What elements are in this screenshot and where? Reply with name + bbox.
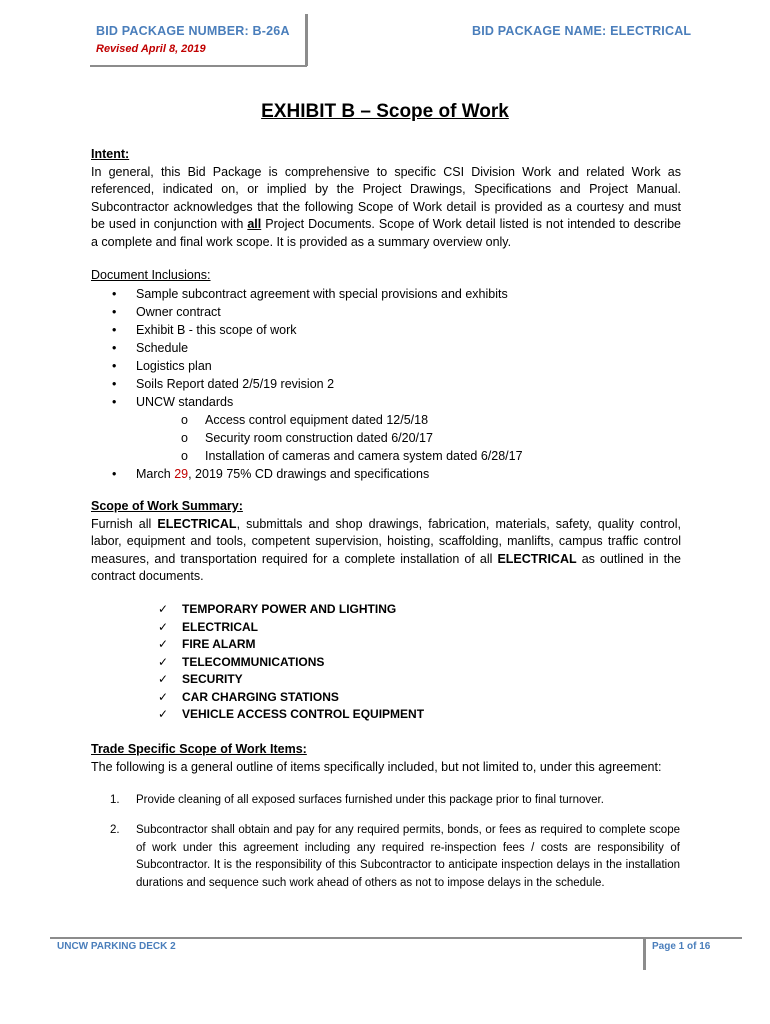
item-number: 1. — [110, 794, 120, 806]
summary-paragraph — [91, 516, 681, 586]
list-item-text: UNCW standards — [136, 395, 234, 409]
list-item — [112, 357, 672, 375]
page-title: EXHIBIT B – Scope of Work — [261, 101, 509, 122]
numbered-item — [110, 822, 680, 892]
uncw-standards-sublist — [136, 411, 672, 465]
summary-text: , submittals and shop drawings, fabrication, materials, safety, quality control, labor, equipment and tools, competent supervision, hoisting, scaffolding, manlifts, campus traffic control measures, and transportation required for a complete installation of all — [91, 516, 681, 566]
summary-section — [91, 498, 681, 586]
checklist-item — [158, 706, 424, 724]
summary-text: as outlined in the contract documents. — [91, 551, 681, 583]
bullet-icon: • — [112, 287, 117, 301]
footer-divider-vertical — [643, 937, 646, 970]
check-icon: ✓ — [158, 602, 169, 616]
scope-checklist — [158, 601, 424, 724]
item-number: 2. — [110, 824, 120, 836]
numbered-item — [110, 792, 680, 810]
check-icon: ✓ — [158, 707, 169, 721]
sub-bullet-icon: o — [181, 449, 188, 463]
sub-list-item-text: Installation of cameras and camera system dated 6/28/17 — [205, 449, 523, 463]
checklist-item-text: TEMPORARY POWER AND LIGHTING — [182, 602, 397, 616]
check-icon: ✓ — [158, 619, 169, 634]
list-item — [112, 303, 672, 321]
sub-bullet-icon: o — [181, 431, 188, 445]
sub-list-item — [181, 429, 672, 447]
checklist-item-text: SECURITY — [182, 672, 243, 686]
footer-divider-horizontal — [50, 937, 742, 939]
list-item-text: Logistics plan — [136, 359, 212, 373]
summary-heading: Scope of Work Summary: — [91, 499, 243, 513]
inclusions-list — [112, 285, 672, 483]
highlighted-date: 29 — [174, 467, 189, 481]
intent-paragraph — [91, 164, 681, 252]
sub-list-item-text: Access control equipment dated 12/5/18 — [205, 413, 429, 427]
list-item — [112, 321, 672, 339]
revision-date: Revised April 8, 2019 — [96, 43, 206, 55]
list-item-text: Sample subcontract agreement with special provisions and exhibits — [136, 287, 508, 301]
list-item — [112, 375, 672, 393]
bullet-icon: • — [112, 467, 117, 481]
list-item-text: March — [136, 467, 175, 481]
header-divider-vertical — [305, 14, 308, 66]
bullet-icon: • — [112, 377, 117, 391]
checklist-item-text: TELECOMMUNICATIONS — [182, 654, 325, 669]
trade-heading: Trade Specific Scope of Work Items: — [91, 742, 307, 756]
sub-list-item — [181, 411, 672, 429]
check-icon: ✓ — [158, 654, 169, 669]
list-item-text-suffix: , 2019 75% CD drawings and specifications — [188, 467, 430, 481]
checklist-item — [158, 601, 424, 619]
bid-package-number: BID PACKAGE NUMBER: B-26A — [96, 24, 290, 38]
checklist-item — [158, 671, 424, 689]
bullet-icon: • — [112, 323, 117, 337]
item-text: Subcontractor shall obtain and pay for any required permits, bonds, or fees as required to complete scope of work under this agreement including any required re-inspection fees / costs are responsibility of Subcontractor. It is the responsibility of this Subcontractor to anticipate inspection delays in the installation durations and sequence such work ahead of others as not to impose delays in the schedule. — [136, 824, 680, 889]
intent-heading: Intent: — [91, 147, 130, 161]
list-item-text: Soils Report dated 2/5/19 revision 2 — [136, 377, 335, 391]
bullet-icon: • — [112, 359, 117, 373]
item-text: Provide cleaning of all exposed surfaces furnished under this package prior to final turnover. — [136, 794, 604, 806]
list-item — [112, 393, 672, 465]
intent-emphasis: all — [247, 217, 262, 231]
bullet-icon: • — [112, 341, 117, 355]
bullet-icon: • — [112, 305, 117, 319]
intent-section — [91, 146, 681, 251]
header-divider-horizontal — [90, 65, 307, 67]
summary-emphasis: ELECTRICAL — [157, 516, 237, 531]
checklist-item-text: FIRE ALARM — [182, 637, 256, 651]
list-item-text: Schedule — [136, 341, 189, 355]
bullet-icon: • — [112, 395, 117, 409]
list-item — [112, 285, 672, 303]
checklist-item — [158, 636, 424, 654]
checklist-item-text: CAR CHARGING STATIONS — [182, 689, 339, 704]
inclusions-heading: Document Inclusions: — [91, 268, 211, 282]
summary-emphasis: ELECTRICAL — [497, 551, 577, 566]
trade-intro: The following is a general outline of items specifically included, but not limited to, under this agreement: — [91, 759, 662, 774]
checklist-item-text: ELECTRICAL — [182, 619, 258, 634]
check-icon: ✓ — [158, 672, 169, 686]
list-item — [112, 465, 672, 483]
trade-section — [91, 741, 681, 776]
sub-list-item — [181, 447, 672, 465]
checklist-item-text: VEHICLE ACCESS CONTROL EQUIPMENT — [182, 707, 425, 721]
checklist-item — [158, 654, 424, 672]
list-item-text: Owner contract — [136, 305, 221, 319]
intent-text-after: Project Documents. Scope of Work detail listed is not intended to describe a complete and final work scope. It is provided as a summary overview only. — [91, 217, 681, 249]
bid-package-name: BID PACKAGE NAME: ELECTRICAL — [472, 24, 692, 38]
check-icon: ✓ — [158, 689, 169, 704]
intent-text-before: In general, this Bid Package is comprehensive to specific CSI Division Work and related Work as referenced, indicated on, or implied by the Project Drawings, Specifications and Project Manual. Subcontractor acknowledges that the following Scope of Work detail is provided as a courtesy and must be used in conjunction with — [91, 164, 681, 231]
page-number: Page 1 of 16 — [652, 941, 711, 952]
check-icon: ✓ — [158, 637, 169, 651]
summary-text: Furnish all — [91, 516, 158, 531]
sub-list-item-text: Security room construction dated 6/20/17 — [205, 431, 433, 445]
footer-project-name: UNCW PARKING DECK 2 — [57, 941, 176, 952]
sub-bullet-icon: o — [181, 413, 188, 427]
list-item — [112, 339, 672, 357]
checklist-item — [158, 619, 424, 637]
list-item-text: Exhibit B - this scope of work — [136, 323, 297, 337]
checklist-item — [158, 689, 424, 707]
